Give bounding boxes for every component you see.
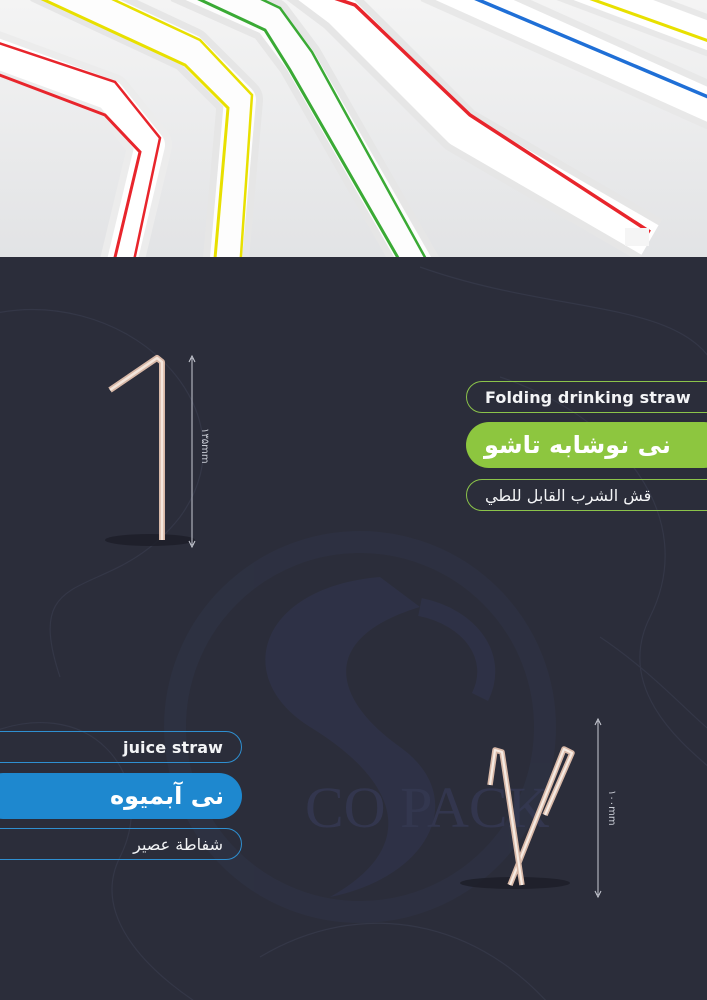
label-en-text: Folding drinking straw xyxy=(485,387,691,407)
juice-straw-illustration xyxy=(440,715,620,905)
dimension-label-folding: ۱۳۵mm xyxy=(199,428,210,464)
label-en-juice-straw xyxy=(0,731,242,763)
label-ar-juice-straw xyxy=(0,828,242,860)
hero-straws-photo xyxy=(0,0,707,257)
watermark-text: CO PACK xyxy=(305,775,550,840)
label-fa-text: نی آبمیوه xyxy=(110,782,224,810)
label-en-folding-straw xyxy=(466,381,707,413)
label-fa-folding-straw xyxy=(466,422,707,468)
label-ar-text: قش الشرب القابل للطي xyxy=(485,485,652,505)
label-ar-text: شفاطة عصير xyxy=(133,834,223,854)
label-fa-text: نی نوشابه تاشو xyxy=(484,431,671,459)
dimension-label-juice: ۱۰۰mm xyxy=(606,790,617,826)
label-fa-juice-straw xyxy=(0,773,242,819)
label-en-text: juice straw xyxy=(122,737,223,757)
label-ar-folding-straw xyxy=(466,479,707,511)
